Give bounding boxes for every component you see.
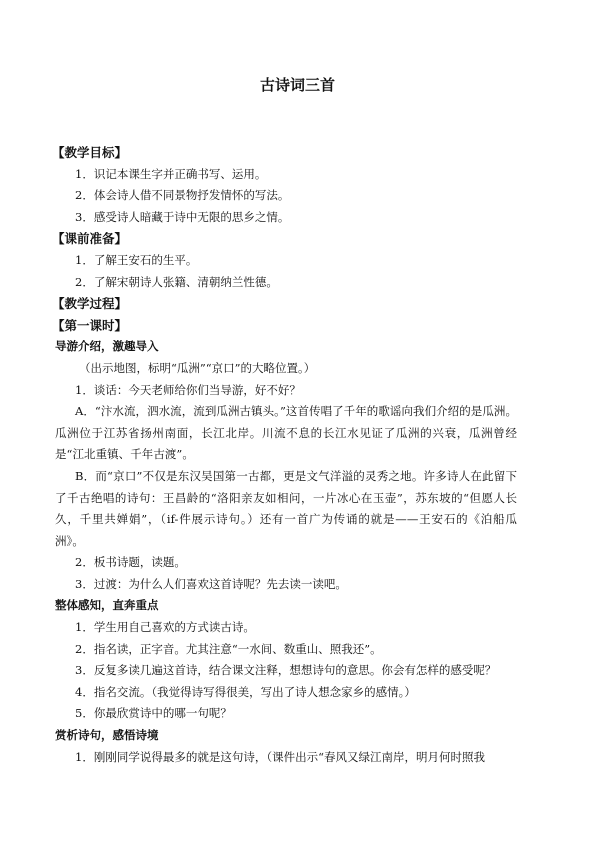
part1-heading: 导游介绍，激趣导入 xyxy=(55,339,159,354)
document-body xyxy=(52,142,517,768)
goals-heading: 【教学目标】 xyxy=(52,145,128,160)
part1-paragraph-b: B．而“京口”不仅是东汉吴国第一古都，更是文气洋溢的灵秀之地。许多诗人在此留下了千古绝唱的诗句：王昌龄的“洛阳亲友如相问，一片冰心在玉壶”，苏东坡的“但愿人长久，千里共婵娟”，（if-件展示诗句。）还有一首广为传诵的就是——王安石的《泊船瓜洲》。 xyxy=(55,468,517,548)
part2-item: 3．反复多读几遍这首诗，结合课文注释，想想诗句的意思。你会有怎样的感受呢？ xyxy=(75,663,497,678)
part2-item: 4．指名交流。（我觉得诗写得很美，写出了诗人想念家乡的感情。） xyxy=(75,684,416,699)
part3-item: 1．刚刚同学说得最多的就是这句诗，（课件出示“春风又绿江南岸，明月何时照我 xyxy=(75,749,485,764)
goal-item: 3．感受诗人暗藏于诗中无限的思乡之情。 xyxy=(75,209,290,224)
process-heading: 【教学过程】 xyxy=(52,296,128,312)
part2-item: 1．学生用自己喜欢的方式读古诗。 xyxy=(75,620,255,635)
prep-item: 2．了解宋朝诗人张籍、清朝纳兰性德。 xyxy=(75,274,278,289)
part2-item: 2．指名读，正字音。尤其注意“一水间、数重山、照我还”。 xyxy=(75,641,382,656)
part2-item: 5．你最欣赏诗中的哪一句呢？ xyxy=(75,706,232,721)
part1-item: 3．过渡：为什么人们喜欢这首诗呢？先去读一读吧。 xyxy=(75,576,347,591)
lesson1-heading: 【第一课时】 xyxy=(52,317,128,333)
goal-item: 2．体会诗人借不同景物抒发情怀的写法。 xyxy=(75,188,290,203)
page-title: 古诗词三首 xyxy=(259,76,335,94)
prep-item: 1．了解王安石的生平。 xyxy=(75,252,198,267)
part1-item: 1．谈话：今天老师给你们当导游，好不好？ xyxy=(75,382,301,397)
part1-note: （出示地图，标明“瓜洲”“京口”的大略位置。） xyxy=(79,360,316,375)
part2-heading: 整体感知，直奔重点 xyxy=(55,598,159,613)
part1-paragraph-a: A．“汴水流，泗水流，流到瓜洲古镇头。”这首传唱了千年的歌谣向我们介绍的是瓜洲。瓜洲位于江苏省扬州南面，长江北岸。川流不息的长江水见证了瓜洲的兴衰，瓜洲曾经是“江北重镇、千年古渡”。 xyxy=(55,404,517,462)
part3-heading: 赏析诗句，感悟诗境 xyxy=(55,728,159,743)
part1-item: 2．板书诗题，读题。 xyxy=(75,555,186,570)
goal-item: 1．识记本课生字并正确书写、运用。 xyxy=(75,166,267,181)
prep-heading: 【课前准备】 xyxy=(52,231,128,247)
